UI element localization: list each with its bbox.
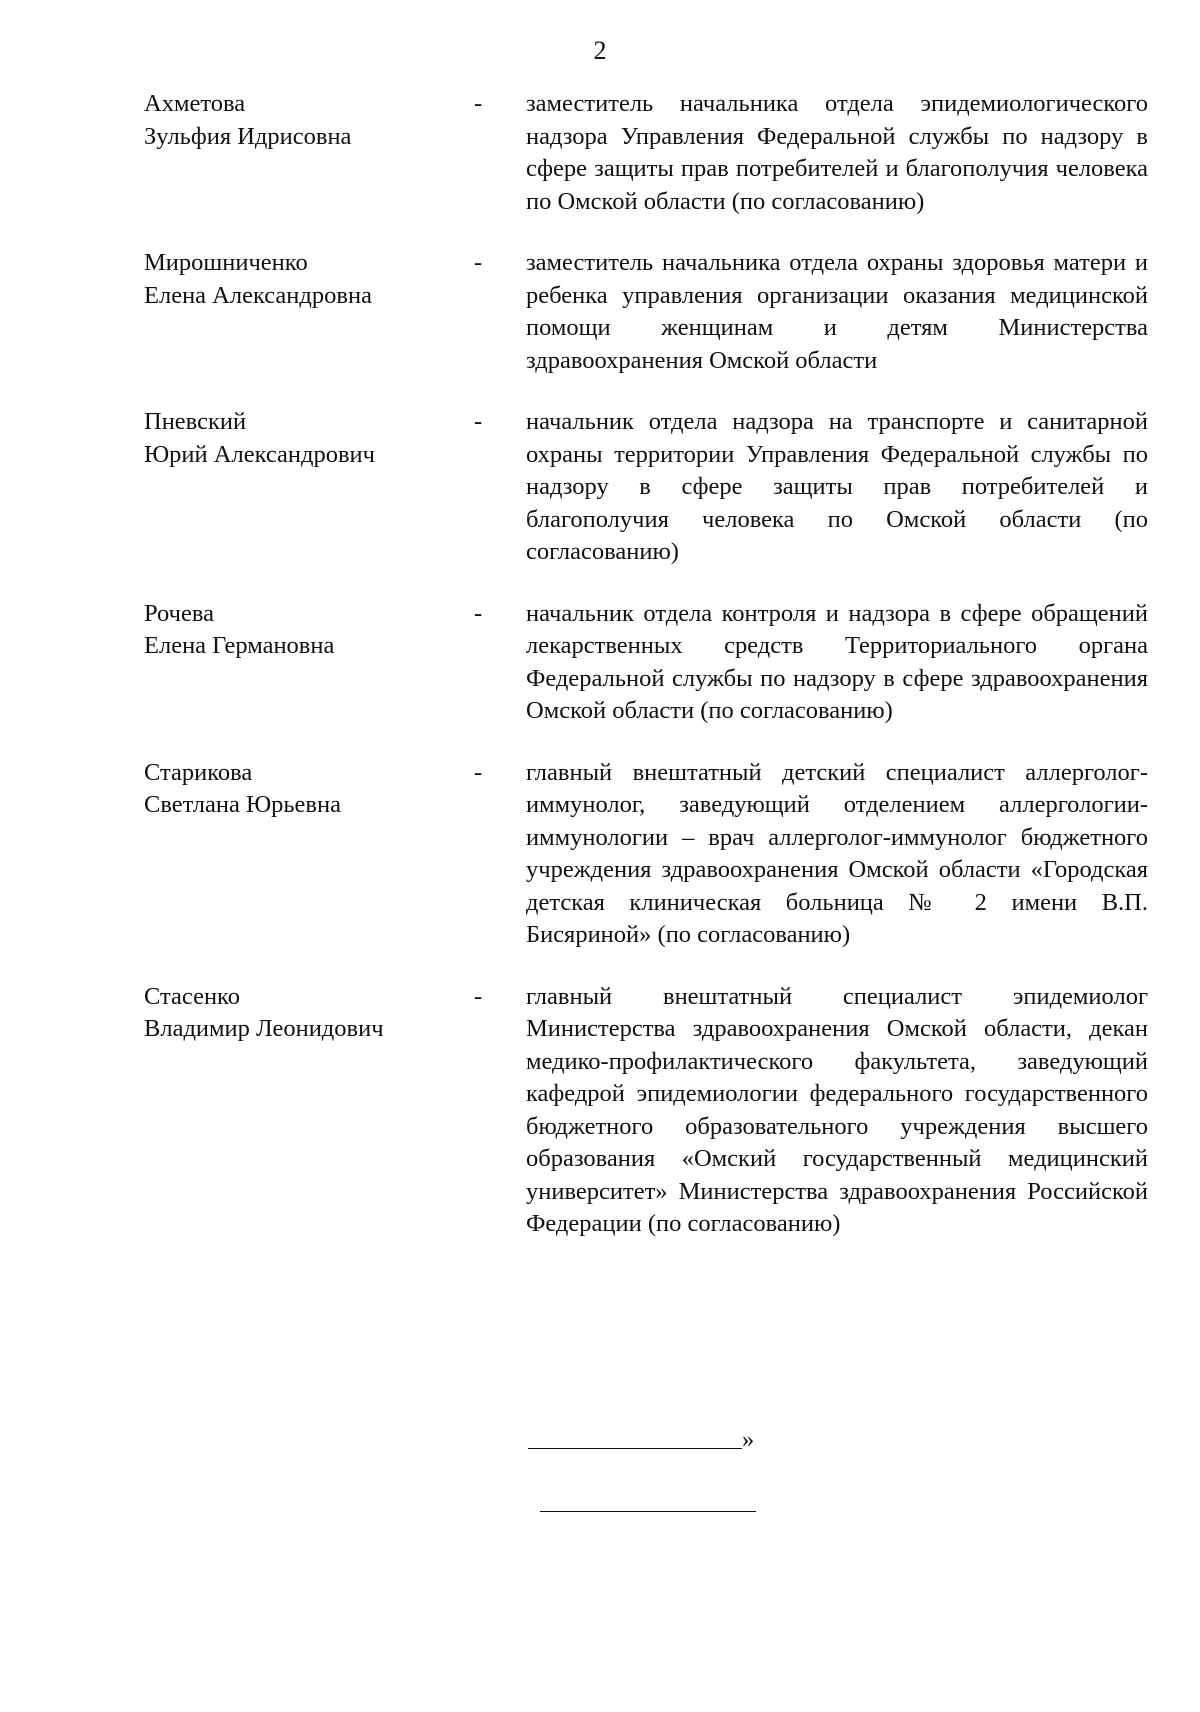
separator-dash: - — [474, 90, 483, 117]
end-separator-line — [540, 1511, 756, 1512]
member-position: главный внештатный детский специалист аллерголог-иммунолог, заведующий отделением аллергологии-иммунологии – врач аллерголог-иммунолог бюджетного учреждения здравоохранения Омской области «Городская детская клиническая больница № 2 имени В.П. Бисяриной» (по согласованию) — [526, 758, 1148, 948]
separator-dash: - — [474, 758, 483, 786]
member-position: начальник отдела контроля и надзора в сфере обращений лекарственных средств Территориального органа Федеральной службы по надзору в сфере здравоохранения Омской области (по согласованию) — [526, 599, 1148, 724]
member-entry — [0, 88, 1200, 218]
member-name: Стасенко Владимир Леонидович — [144, 982, 384, 1042]
member-list — [0, 88, 1200, 1270]
member-position: главный внештатный специалист эпидемиолог Министерства здравоохранения Омской области, декан медико-профилактического факультета, заведующий кафедрой эпидемиологии федерального государственного бюджетного образовательного учреждения высшего образования «Омский государственный медицинский университет» Министерства здравоохранения Российской Федерации (по согласованию) — [526, 982, 1148, 1237]
member-position: начальник отдела надзора на транспорте и санитарной охраны территории Управления Федеральной службы по надзору в сфере защиты прав потребителей и благополучия человека по Омской области (по согласованию) — [526, 408, 1148, 565]
member-entry — [0, 247, 1200, 377]
member-entry — [0, 598, 1200, 728]
member-name: Рочева Елена Германовна — [144, 599, 335, 659]
member-name: Ахметова Зульфия Идрисовна — [144, 90, 352, 150]
member-name: Пневский Юрий Александрович — [144, 408, 375, 468]
closing-underline — [528, 1448, 742, 1449]
member-name: Старикова Светлана Юрьевна — [144, 758, 341, 818]
closing-line — [528, 1425, 754, 1455]
member-entry — [0, 981, 1200, 1241]
member-entry — [0, 406, 1200, 569]
closing-quote: » — [742, 1426, 755, 1453]
member-position: заместитель начальника отдела охраны здоровья матери и ребенка управления организации оказания медицинской помощи женщинам и детям Министерства здравоохранения Омской области — [526, 249, 1148, 374]
member-entry — [0, 757, 1200, 952]
separator-dash: - — [474, 599, 483, 627]
member-name: Мирошниченко Елена Александровна — [144, 249, 372, 309]
separator-dash: - — [474, 408, 483, 435]
member-position: заместитель начальника отдела эпидемиологического надзора Управления Федеральной службы по надзору в сфере защиты прав потребителей и благополучия человека по Омской области (по согласованию) — [526, 90, 1148, 215]
separator-dash: - — [474, 982, 483, 1010]
page-number: 2 — [593, 36, 607, 65]
separator-dash: - — [474, 249, 483, 276]
